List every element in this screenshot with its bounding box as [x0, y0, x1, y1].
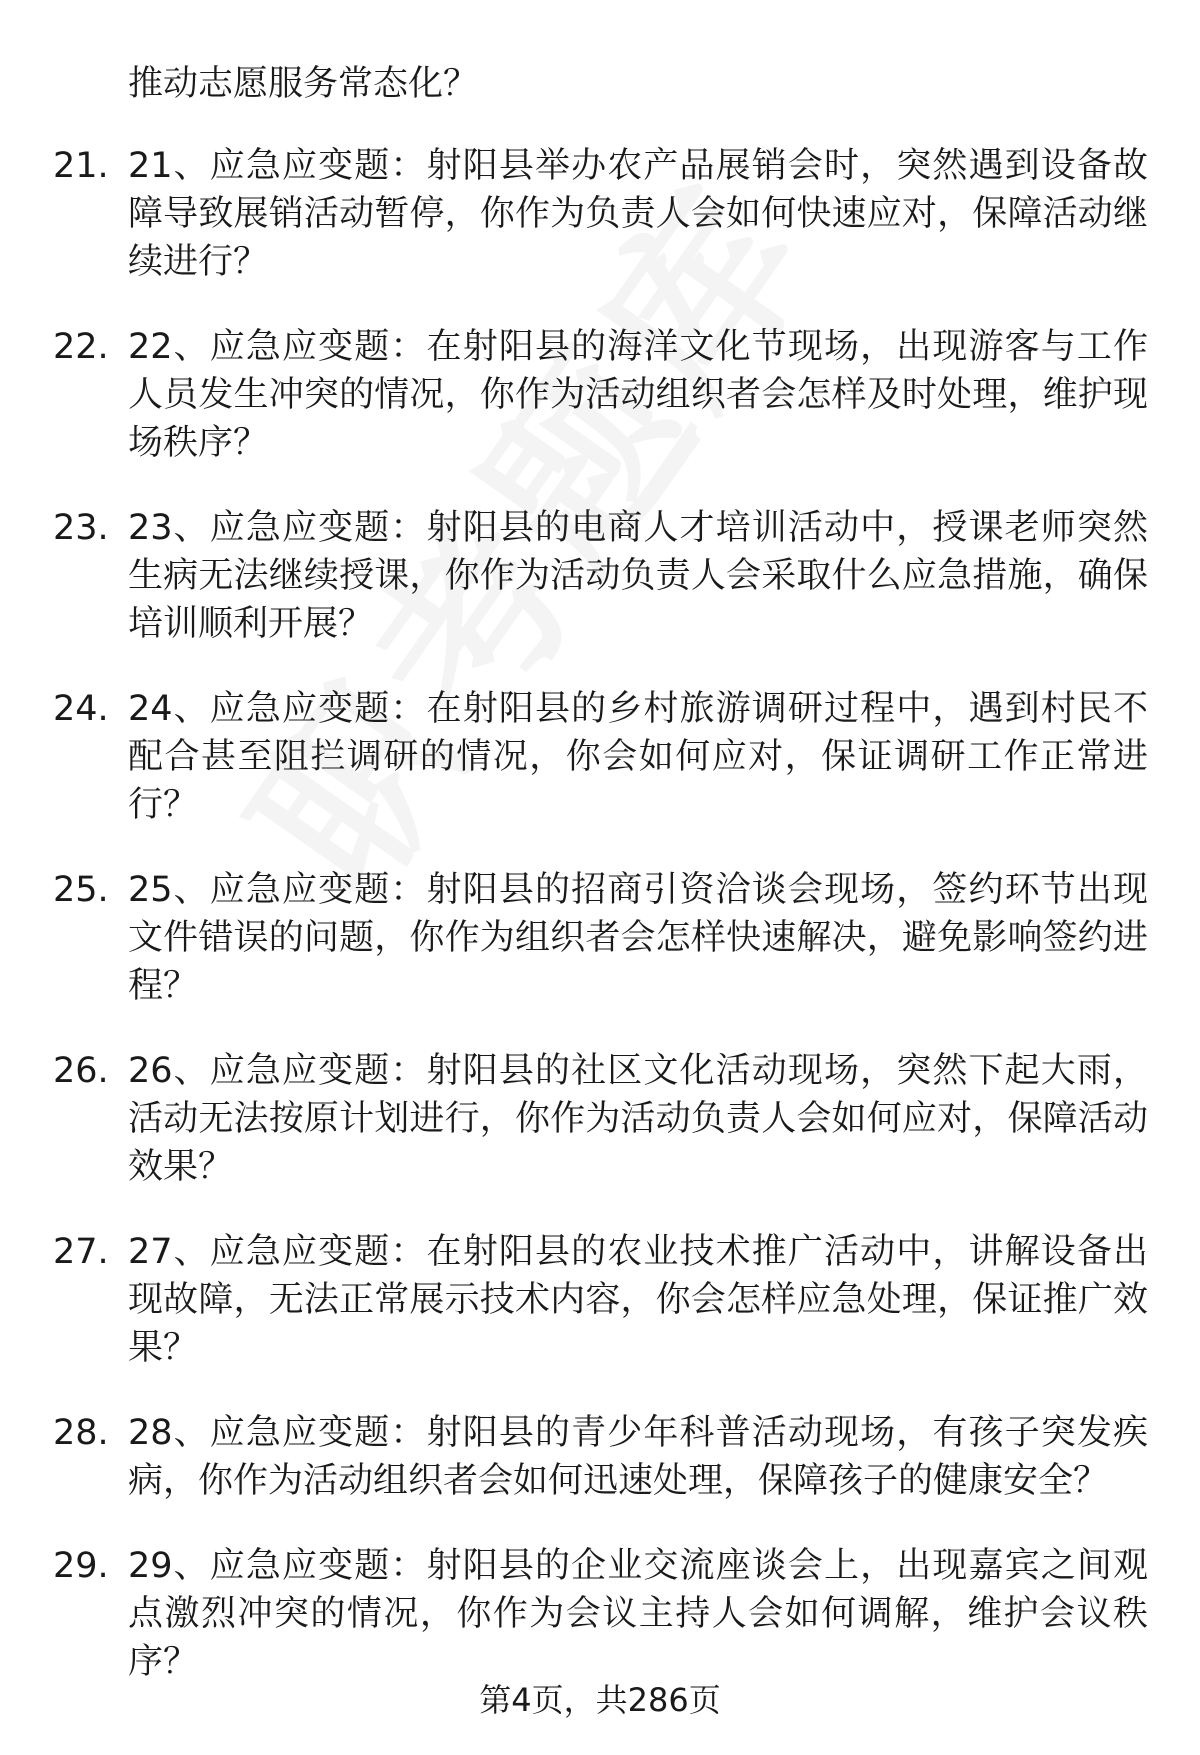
question-number: 22. [53, 327, 109, 367]
question-text: 25、应急应变题：射阳县的招商引资洽谈会现场，签约环节出现文件错误的问题，你作为组织者会怎样快速解决，避免影响签约进程？ [128, 870, 1148, 1006]
question-item [0, 1409, 1200, 1505]
question-number: 23. [53, 508, 109, 548]
question-number: 26. [53, 1051, 109, 1091]
question-number: 25. [53, 870, 109, 910]
question-text: 21、应急应变题：射阳县举办农产品展销会时，突然遇到设备故障导致展销活动暂停，你作为负责人会如何快速应对，保障活动继续进行？ [128, 146, 1148, 282]
question-number: 21. [53, 146, 109, 186]
question-text: 28、应急应变题：射阳县的青少年科普活动现场，有孩子突发疾病，你作为活动组织者会如何迅速处理，保障孩子的健康安全？ [128, 1413, 1148, 1501]
question-item [0, 504, 1200, 648]
question-list [0, 142, 1200, 1723]
question-text: 29、应急应变题：射阳县的企业交流座谈会上，出现嘉宾之间观点激烈冲突的情况，你作为会议主持人会如何调解，维护会议秩序？ [128, 1546, 1148, 1682]
question-item [0, 1542, 1200, 1686]
question-item [0, 866, 1200, 1010]
question-text: 22、应急应变题：在射阳县的海洋文化节现场，出现游客与工作人员发生冲突的情况，你作为活动组织者会怎样及时处理，维护现场秩序？ [128, 327, 1148, 463]
question-text: 24、应急应变题：在射阳县的乡村旅游调研过程中，遇到村民不配合甚至阻拦调研的情况，你会如何应对，保证调研工作正常进行？ [128, 689, 1148, 825]
question-text: 26、应急应变题：射阳县的社区文化活动现场，突然下起大雨，活动无法按原计划进行，你作为活动负责人会如何应对，保障活动效果？ [128, 1051, 1148, 1187]
question-text: 23、应急应变题：射阳县的电商人才培训活动中，授课老师突然生病无法继续授课，你作为活动负责人会采取什么应急措施，确保培训顺利开展？ [128, 508, 1148, 644]
question-text: 27、应急应变题：在射阳县的农业技术推广活动中，讲解设备出现故障，无法正常展示技术内容，你会怎样应急处理，保证推广效果？ [128, 1232, 1148, 1368]
page-footer: 第4页，共286页 [479, 1681, 721, 1719]
question-item [0, 1228, 1200, 1372]
question-item [0, 323, 1200, 467]
question-number: 28. [53, 1413, 109, 1453]
question-number: 24. [53, 689, 109, 729]
question-number: 29. [53, 1546, 109, 1586]
question-item [0, 1047, 1200, 1191]
question-item [0, 685, 1200, 829]
question-item [0, 142, 1200, 286]
continued-question-text: 推动志愿服务常态化？ [128, 64, 479, 104]
question-number: 27. [53, 1232, 109, 1272]
